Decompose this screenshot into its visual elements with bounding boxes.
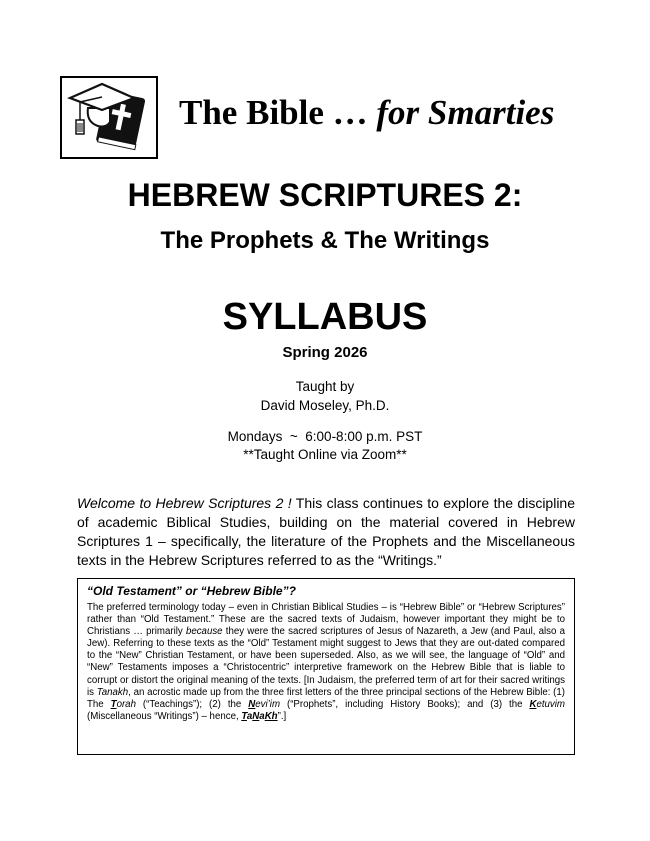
welcome-lead: Welcome to Hebrew Scriptures 2 ! (77, 495, 292, 511)
course-subtitle: The Prophets & The Writings (160, 227, 490, 254)
note-letter: a (246, 710, 253, 722)
course-title: HEBREW SCRIPTURES 2: (127, 177, 523, 213)
logo (60, 76, 158, 159)
terminology-note (77, 578, 575, 755)
schedule: Mondays ~ 6:00-8:00 p.m. PST (227, 429, 423, 444)
note-text: ”.] (277, 710, 287, 722)
note-title: “Old Testament” or “Hebrew Bible”? (87, 584, 296, 598)
note-letter: a (259, 710, 265, 722)
note-term: evi’im (255, 698, 281, 710)
note-letter: Kh (264, 710, 278, 722)
note-body (87, 602, 565, 723)
site-title-plain: The Bible … (179, 93, 368, 132)
schedule-block (0, 428, 650, 464)
note-letter: T (110, 698, 117, 710)
note-emphasis: because (185, 626, 223, 638)
note-text: (“Teachings”); (2) the (135, 698, 249, 710)
note-text: The preferred terminology today – even in Christian Biblical Studies – is “Hebrew Bible” or “Hebrew Scriptures” rather than “Old Testament.” These are the sacred texts of Judaism, however important they might be to Christians … primarily (87, 602, 565, 638)
taught-by-label: Taught by (295, 379, 355, 394)
instructor-block (0, 377, 650, 415)
site-title-italic: for Smarties (376, 93, 555, 132)
note-letter: K (529, 698, 537, 710)
document-type: SYLLABUS (222, 296, 428, 338)
term: Spring 2026 (282, 344, 368, 361)
graduation-cap-bible-icon (62, 78, 156, 157)
note-letter: N (252, 710, 260, 722)
welcome-text: This class continues to explore the discipline of academic Biblical Studies, building on the material covered in Hebrew Scriptures 1 – specifically, the literature of the Prophets and the Miscellaneous texts in the Hebrew Scriptures referred to as the “Writings.” (77, 495, 576, 568)
note-text: (Miscellaneous “Writings”) – hence, (87, 710, 242, 722)
note-text: , an acrostic made up from the three first letters of the three principal sections of the Hebrew Bible: (1) The (87, 686, 565, 710)
note-letter: N (248, 698, 256, 710)
note-text: (“Prophets”, including History Books); and (3) the (280, 698, 530, 710)
instructor-name: David Moseley, Ph.D. (260, 398, 390, 413)
note-term: etuvim (536, 698, 565, 710)
welcome-paragraph (77, 494, 575, 570)
class-format: **Taught Online via Zoom** (243, 447, 407, 462)
note-term-tanakh: Tanakh (96, 686, 129, 698)
site-title (179, 93, 554, 133)
note-term: orah (116, 698, 136, 710)
note-letter: T (241, 710, 247, 722)
note-text: they were the sacred scriptures of Jesus of Nazareth, a Jew (and Paul, also a Jew). Referring to these texts as the “Old” Testament might suggest to Jews that they are out-dated compared to the “New” Christian Testament, or have been superseded. Also, as we will see, the language of “Old” and “New” Testaments imposes a “Christocentric” interpretive framework on the Hebrew Bible that is liable to corrupt or distort the original meaning of the texts. [In Judaism, the preferred term of art for their sacred writings is (87, 626, 565, 698)
